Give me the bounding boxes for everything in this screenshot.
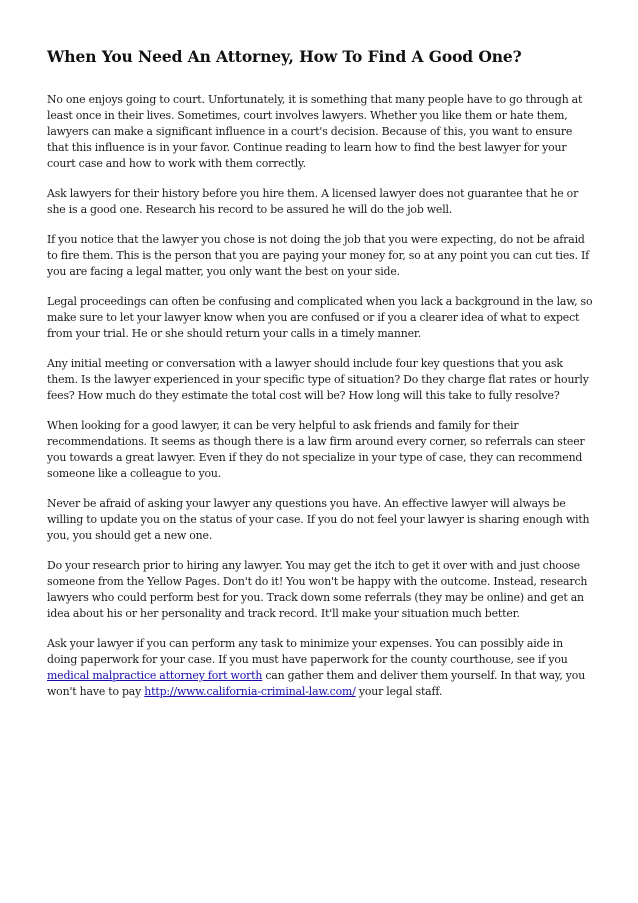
document-page — [47, 47, 595, 714]
paragraph-research: Do your research prior to hiring any lawyer. You may get the itch to get it over with and just choose someone from the Yellow Pages. Don't do it! You won't be happy with the outcome. Instead, research lawyers who could perform best for you. Track down some referrals (they may be online) and get an idea about his or her personality and track record. It'll make your situation much better. — [47, 559, 588, 620]
document-title: When You Need An Attorney, How To Find A Good One? — [47, 47, 522, 66]
criminal-law-link[interactable]: http://www.california-criminal-law.com/ — [144, 685, 356, 698]
paragraph-history: Ask lawyers for their history before you hire them. A licensed lawyer does not guarantee that he or she is a good one. Research his record to be assured he will do the job well. — [47, 187, 579, 216]
paragraph-fire-lawyer: If you notice that the lawyer you chose is not doing the job that you were expecting, do not be afraid to fire them. This is the person that you are paying your money for, so at any point you can cut ties. If you are facing a legal matter, you only want the best on your side. — [47, 233, 590, 278]
paragraph-initial-meeting: Any initial meeting or conversation with a lawyer should include four key questions that you ask them. Is the lawyer experienced in your specific type of situation? Do they charge flat rates or hourly fees? How much do they estimate the total cost will be? How long will this take to fully resolve? — [47, 357, 589, 402]
malpractice-attorney-link[interactable]: medical malpractice attorney fort worth — [47, 669, 263, 682]
paragraph-expenses-text-3: your legal staff. — [355, 685, 443, 698]
paragraph-questions: Never be afraid of asking your lawyer any questions you have. An effective lawyer will always be willing to update you on the status of your case. If you do not feel your lawyer is sharing enough with you, you should get a new one. — [47, 497, 590, 542]
paragraph-expenses-text-1: Ask your lawyer if you can perform any task to minimize your expenses. You can possibly aide in doing paperwork for your case. If you must have paperwork for the county courthouse, see if you — [47, 637, 568, 666]
paragraph-recommendations: When looking for a good lawyer, it can be very helpful to ask friends and family for their recommendations. It seems as though there is a law firm around every corner, so referrals can steer you towards a great lawyer. Even if they do not specialize in your type of case, they can recommend someone like a colleague to you. — [47, 419, 585, 480]
paragraph-intro: No one enjoys going to court. Unfortunately, it is something that many people have to go through at least once in their lives. Sometimes, court involves lawyers. Whether you like them or hate them, lawyers can make a significant influence in a court's decision. Because of this, you want to ensure that this influence is in your favor. Continue reading to learn how to find the best lawyer for your court case and how to work with them correctly. — [47, 93, 583, 170]
paragraph-expenses-text-2: can gather them and deliver them yourself. In that way, you won't have to pay — [47, 669, 586, 698]
paragraph-legal-proceedings: Legal proceedings can often be confusing and complicated when you lack a background in the law, so make sure to let your lawyer know when you are confused or if you a clearer idea of what to expect from your trial. He or she should return your calls in a timely manner. — [47, 295, 593, 340]
paragraph-expenses — [47, 636, 595, 700]
